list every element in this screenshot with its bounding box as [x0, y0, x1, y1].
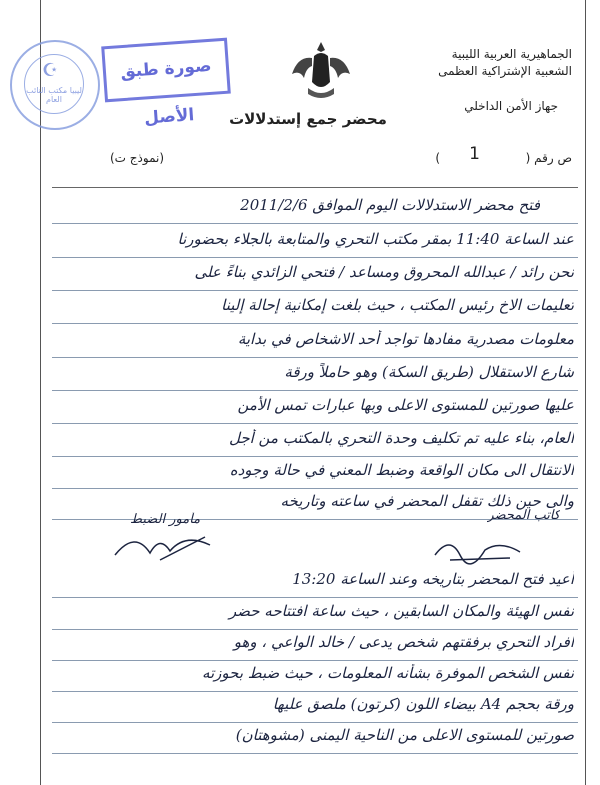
country-line1: الجماهيرية العربية الليبية: [451, 47, 572, 61]
certified-copy-stamp: صورة طبق الأصل: [101, 38, 231, 103]
body-line: والى حين ذلك تقفل المحضر في ساعته وتاريخه: [280, 492, 574, 510]
ruled-line: [52, 257, 578, 258]
eagle-emblem-icon: [290, 38, 352, 104]
ruled-line: [52, 691, 578, 692]
page-label: ص رقم (: [525, 151, 572, 165]
body-line: العام، بناء عليه تم تكليف وحدة التحري بالمكتب من أجل: [228, 429, 574, 447]
body-line: معلومات مصدرية مفادها تواجد أحد الاشخاص في بداية: [237, 330, 574, 348]
ruled-line: [52, 223, 578, 224]
ruled-line: [52, 390, 578, 391]
page-number: 1: [469, 144, 480, 164]
agency-name: جهاز الأمن الداخلي: [464, 99, 558, 113]
ruled-line: [52, 722, 578, 723]
page-title: محضر جمع إستدلالات: [229, 110, 387, 128]
body-line: شارع الاستقلال (طريق السكة) وهو حاملاً ورقة: [284, 363, 574, 381]
clerk-label: كاتب المحضر: [487, 508, 560, 523]
page-close: ): [435, 151, 440, 165]
ruled-line: [52, 357, 578, 358]
body-line: فتح محضر الاستدلالات اليوم الموافق 2011/2/6: [240, 196, 540, 214]
ruled-line: [52, 290, 578, 291]
body-line: تعليمات الاخ رئيس المكتب ، حيث بلغت إمكانية إحالة إلينا: [221, 296, 574, 314]
reopen-line: نفس الهيئة والمكان السابقين ، حيث ساعة افتتاحه حضر: [228, 602, 574, 620]
body-line: عليها صورتين للمستوى الاعلى وبها عبارات تمس الأمن: [237, 396, 574, 414]
right-border: [585, 0, 586, 785]
seal-text: ليبيا مكتب النائب العام: [26, 86, 82, 104]
crescent-star-icon: ☪: [42, 60, 59, 81]
officer-label: مأمور الضبط: [130, 512, 201, 527]
header-divider: [52, 187, 578, 188]
reopen-line: أعيد فتح المحضر بتاريخه وعند الساعة 13:20: [292, 570, 574, 588]
reopen-line: افراد التحري برفقتهم شخص يدعى / خالد الواعي ، وهو: [233, 633, 574, 651]
ruled-line: [52, 597, 578, 598]
ruled-line: [52, 629, 578, 630]
ruled-line: [52, 753, 578, 754]
country-line2: الشعبية الإشتراكية العظمى: [438, 64, 572, 78]
ruled-line: [52, 660, 578, 661]
reopen-line: ورقة بحجم A4 بيضاء اللون (كرتون) ملصق عليها: [272, 695, 574, 713]
body-line: الانتقال الى مكان الواقعة وضبط المعني في حالة وجوده: [229, 461, 574, 479]
reopen-line: صورتين للمستوى الاعلى من الناحية اليمنى (مشوهتان): [235, 726, 574, 744]
body-line: عند الساعة 11:40 بمقر مكتب التحري والمتابعة بالجلاء بحضورنا: [177, 230, 574, 248]
clerk-signature: [430, 530, 530, 570]
form-label: (نموذج ت): [110, 151, 165, 165]
body-line: نحن رائد / عبدالله المحروق ومساعد / فتحي الزائدي بناءً على: [194, 263, 574, 281]
ruled-line: [52, 323, 578, 324]
reopen-line: نفس الشخص الموفرة بشأنه المعلومات ، حيث ضبط بحوزته: [201, 664, 574, 682]
ruled-line: [52, 456, 578, 457]
ruled-line: [52, 423, 578, 424]
officer-signature: [110, 525, 220, 570]
ruled-line: [52, 488, 578, 489]
official-seal: [10, 40, 100, 130]
